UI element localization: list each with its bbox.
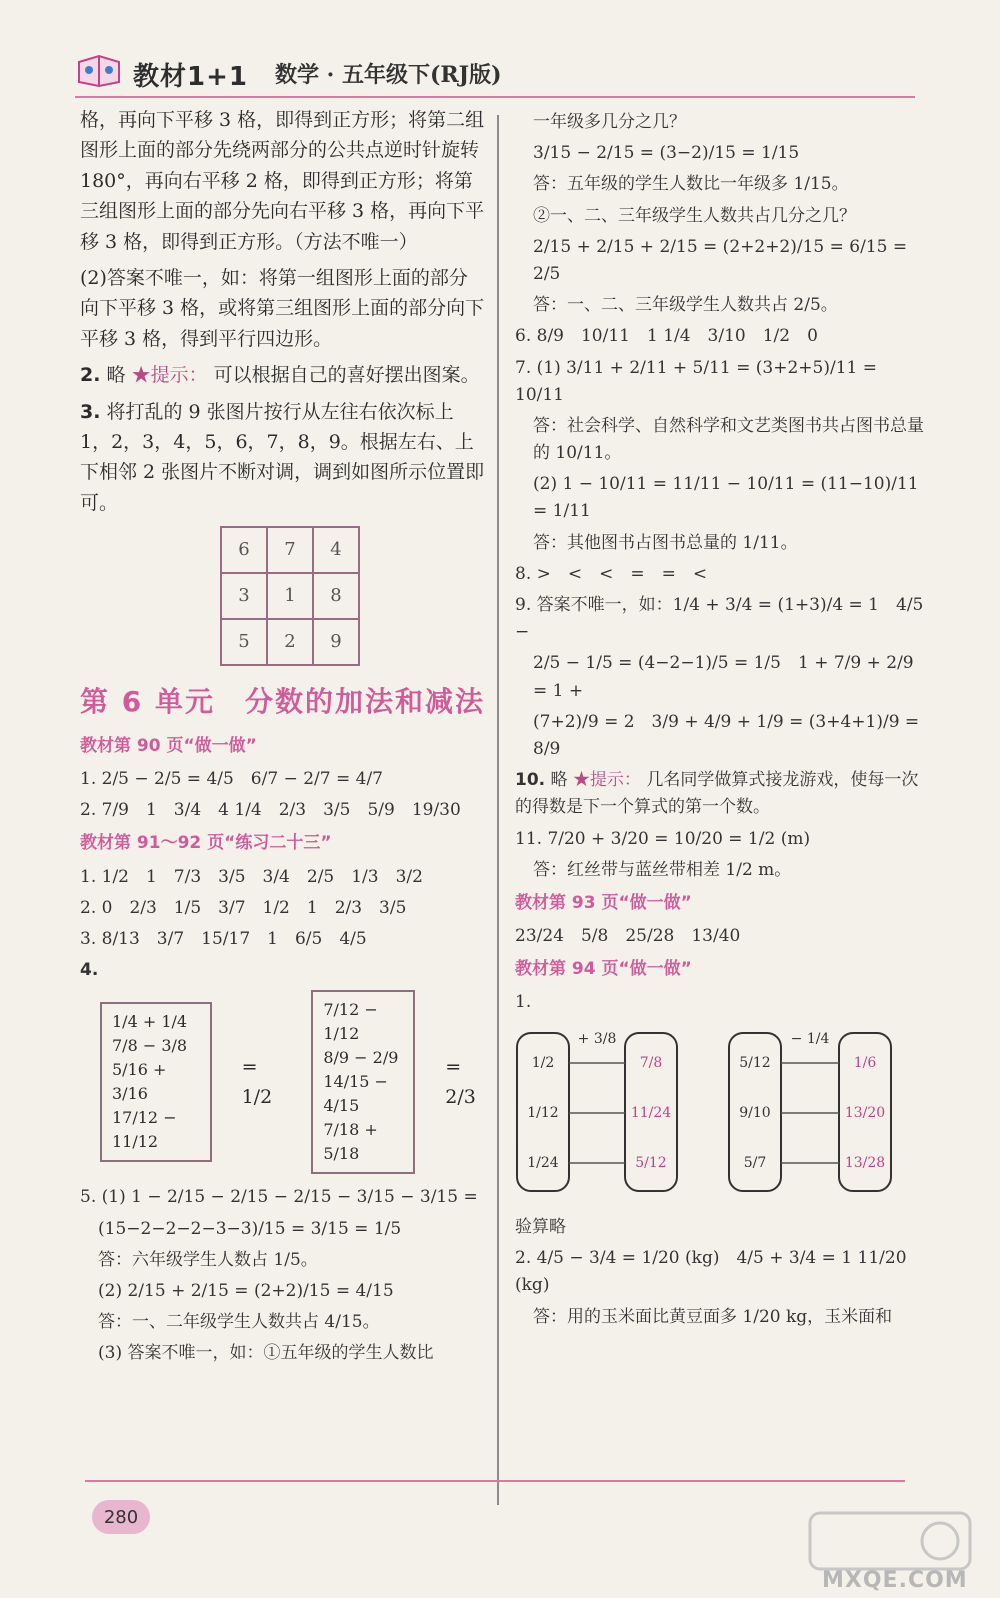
operation-diagram <box>515 1027 915 1197</box>
answer-line: 答：一、二年级学生人数共占 4/15。 <box>98 1312 380 1333</box>
output-value: 13/20 <box>844 1104 886 1121</box>
answer-line: 答：其他图书占图书总量的 1/11。 <box>533 532 798 553</box>
answer-line: 1. 2/5 − 2/5 = 4/5 6/7 − 2/7 = 4/7 <box>80 769 383 790</box>
output-value: 1/6 <box>853 1054 877 1071</box>
input-value: 1/12 <box>527 1104 559 1121</box>
grid-cell: 4 <box>313 527 359 573</box>
hint-label: ★提示： <box>131 364 208 387</box>
expression: 1/4 + 1/4 <box>112 1012 188 1032</box>
answer-line: 2. 4/5 − 3/4 = 1/20 (kg) 4/5 + 3/4 = 1 11/20 (kg) <box>515 1248 907 1296</box>
brand-title: 教材1+1 <box>133 62 248 92</box>
page-header <box>75 40 915 100</box>
box-a-result: = 1/2 <box>241 1055 273 1109</box>
grid-cell: 2 <box>267 619 313 665</box>
expression: 14/15 − 4/15 <box>323 1072 388 1116</box>
answer-line: 7. (1) 3/11 + 2/11 + 5/11 = (3+2+5)/11 = 10/11 <box>515 357 877 405</box>
answer-line: 答：红丝带与蓝丝带相差 1/2 m。 <box>533 859 792 880</box>
answer-line: 23/24 5/8 25/28 13/40 <box>515 926 741 947</box>
answer-line: 5. (1) 1 − 2/15 − 2/15 − 2/15 − 3/15 − 3/15 = <box>80 1187 478 1208</box>
answer-line: 答：用的玉米面比黄豆面多 1/20 kg，玉米面和 <box>533 1306 893 1327</box>
expression: 5/16 + 3/16 <box>112 1060 167 1104</box>
answer-item-10 <box>515 767 925 821</box>
output-value: 11/24 <box>630 1104 672 1121</box>
item-number: 2. <box>80 364 101 387</box>
answer-line: 2. 7/9 1 3/4 4 1/4 2/3 3/5 5/9 19/30 <box>80 800 461 821</box>
input-value: 9/10 <box>739 1104 771 1121</box>
header-divider <box>75 96 915 98</box>
item-text: 略 <box>550 770 568 791</box>
answer-line: (2) 2/15 + 2/15 = (2+2)/15 = 4/15 <box>98 1280 394 1301</box>
item-number: 4. <box>80 960 99 981</box>
expression: 17/12 − 11/12 <box>112 1108 177 1152</box>
answer-line: 2. 0 2/3 1/5 3/7 1/2 1 2/3 3/5 <box>80 897 407 918</box>
answer-line: 8. > < < = = < <box>515 563 708 584</box>
answer-line: 答：五年级的学生人数比一年级多 1/15。 <box>533 174 849 195</box>
section-title: 教材第 94 页“做一做” <box>515 959 692 980</box>
page-number <box>92 1500 150 1534</box>
answer-line: 答：社会科学、自然科学和文艺类图书共占图书总量的 10/11。 <box>533 415 924 464</box>
left-column <box>80 105 485 1372</box>
item-text: 略 <box>106 364 126 387</box>
watermark-url: MXQE.COM <box>822 1568 968 1593</box>
answer-line-4 <box>80 957 485 984</box>
answer-line: 9. 答案不唯一，如：1/4 + 3/4 = (1+3)/4 = 1 4/5 − <box>515 595 924 643</box>
operation-label: − 1/4 <box>790 1030 830 1047</box>
box-b-result: = 2/3 <box>445 1055 476 1109</box>
hint-text: 几名同学做算式接龙游戏，使每一次的得数是下一个算式的第一个数。 <box>515 770 919 818</box>
answer-line: 答：一、二、三年级学生人数共占 2/5。 <box>533 295 838 316</box>
output-value: 7/8 <box>639 1054 663 1071</box>
answer-line: 3/15 − 2/15 = (3−2)/15 = 1/15 <box>533 143 800 164</box>
answer-line: 答：六年级学生人数占 1/5。 <box>98 1249 318 1270</box>
item-number: 10. <box>515 770 546 791</box>
input-value: 5/7 <box>743 1154 767 1171</box>
output-value: 13/28 <box>844 1154 886 1171</box>
grid-cell: 5 <box>221 619 267 665</box>
book-logo-icon <box>75 52 123 88</box>
answer-line: 6. 8/9 10/11 1 1/4 3/10 1/2 0 <box>515 326 818 347</box>
expression: 7/12 − 1/12 <box>323 1000 378 1044</box>
answer-paragraph: (2)答案不唯一，如：将第一组图形上面的部分向下平移 3 格，或将第三组图形上面的部分向下平移 3 格，得到平行四边形。 <box>80 266 485 350</box>
unit-title: 第 6 单元 分数的加法和减法 <box>80 685 485 719</box>
column-divider <box>497 115 499 1505</box>
item-text: 将打乱的 9 张图片按行从左往右依次标上 1，2，3，4，5，6，7，8，9。根据左右、上下相邻 2 张图片不断对调，调到如图所示位置即可。 <box>80 400 485 514</box>
right-column <box>515 105 925 1335</box>
grid-cell: 9 <box>313 619 359 665</box>
section-title: 教材第 91～92 页“练习二十三” <box>80 833 332 854</box>
answer-line: 1. <box>515 992 532 1013</box>
picture-grid <box>220 526 360 666</box>
answer-line: 11. 7/20 + 3/20 = 10/20 = 1/2 (m) <box>515 828 811 849</box>
answer-line: (7+2)/9 = 2 3/9 + 4/9 + 1/9 = (3+4+1)/9 = 8/9 <box>533 711 920 759</box>
fraction-boxes <box>100 990 485 1174</box>
grid-cell: 7 <box>267 527 313 573</box>
answer-line: (2) 1 − 10/11 = 11/11 − 10/11 = (11−10)/11 = 1/11 <box>533 474 919 522</box>
input-value: 5/12 <box>739 1054 771 1071</box>
hint-label: ★提示： <box>572 770 641 791</box>
grid-cell: 1 <box>267 573 313 619</box>
section-title: 教材第 90 页“做一做” <box>80 735 257 756</box>
page-number-text: 280 <box>103 1506 139 1528</box>
grid-cell: 8 <box>313 573 359 619</box>
grid-cell: 6 <box>221 527 267 573</box>
expression-box-b <box>311 990 415 1174</box>
output-value: 5/12 <box>635 1154 667 1171</box>
input-value: 1/2 <box>531 1054 555 1071</box>
answer-line: 2/15 + 2/15 + 2/15 = (2+2+2)/15 = 6/15 = 2/5 <box>533 236 908 284</box>
answer-line: 2/5 − 1/5 = (4−2−1)/5 = 1/5 1 + 7/9 + 2/9 = 1 + <box>533 653 914 701</box>
input-value: 1/24 <box>527 1154 559 1171</box>
answer-line: (15−2−2−2−3−3)/15 = 3/15 = 1/5 <box>98 1218 402 1239</box>
answer-line: (3) 答案不唯一，如：①五年级的学生人数比 <box>98 1343 434 1364</box>
item-number: 3. <box>80 400 101 423</box>
operation-label: + 3/8 <box>577 1030 617 1047</box>
answer-item-2 <box>80 360 485 390</box>
expression: 8/9 − 2/9 <box>323 1048 399 1068</box>
answer-line: 3. 8/13 3/7 15/17 1 6/5 4/5 <box>80 929 367 949</box>
answer-line: 1. 1/2 1 7/3 3/5 3/4 2/5 1/3 3/2 <box>80 866 423 887</box>
section-title: 教材第 93 页“做一做” <box>515 892 692 913</box>
answer-line: 验算略 <box>515 1217 566 1238</box>
subject-title: 数学 · 五年级下(RJ版) <box>275 62 502 88</box>
answer-line: 一年级多几分之几？ <box>533 112 686 132</box>
answer-line: ②一、二、三年级学生人数共占几分之几？ <box>533 205 856 226</box>
expression: 7/18 + 5/18 <box>323 1120 378 1164</box>
hint-text: 可以根据自己的喜好摆出图案。 <box>213 364 480 387</box>
expression-box-a <box>100 1002 212 1162</box>
answer-paragraph: 格，再向下平移 3 格，即得到正方形；将第二组图形上面的部分先绕两部分的公共点逆时针旋转 180°，再向右平移 2 格，即得到正方形；将第三组图形上面的部分先向右平移 3 格，再向下平移 3 格，即得到正方形。（方法不唯一） <box>80 109 485 253</box>
answer-item-3 <box>80 397 485 519</box>
expression: 7/8 − 3/8 <box>112 1036 188 1056</box>
grid-cell: 3 <box>221 573 267 619</box>
footer-divider <box>85 1480 905 1482</box>
